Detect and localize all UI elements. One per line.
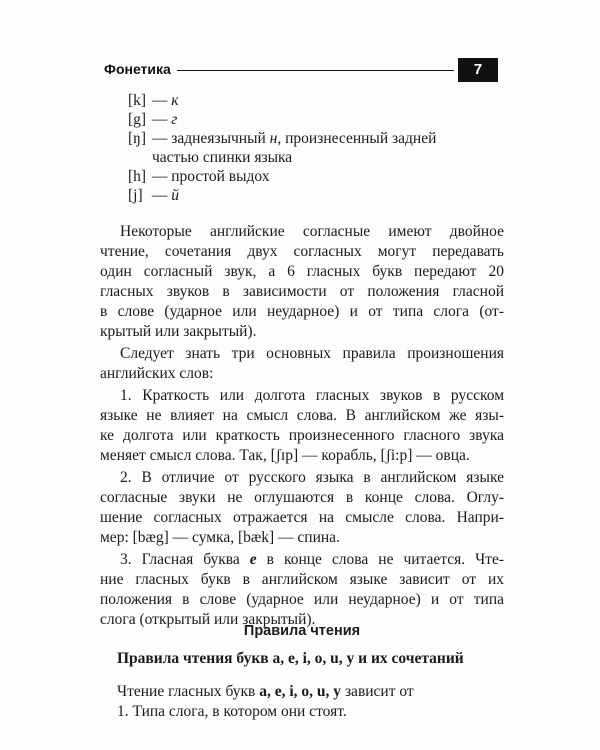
dash: —	[151, 111, 168, 128]
text-line: меняет смысл слова. Так, [ʃɪp] — корабль, [ʃi:p] — овца.	[100, 447, 470, 464]
text-line: положения в слове (ударное или неударное) и от типа	[100, 591, 504, 608]
header-rule	[177, 70, 454, 71]
phonetic-item-ng-cont	[152, 148, 292, 167]
phonetic-item-h	[128, 167, 270, 186]
phonetic-item-g	[128, 110, 177, 129]
subsection-title: Правила чтения букв a, e, i, o, u, y и их сочетаний	[117, 650, 464, 667]
paragraph-rule-1	[100, 386, 504, 466]
text-line: языке не влияет на смысл слова. В английском же язы-	[100, 407, 504, 424]
phonetic-symbol: [h]	[128, 168, 147, 185]
text-line: мер: [bæg] — сумка, [bæk] — спина.	[100, 529, 340, 546]
text-line: ке долгота или краткость произнесенного гласного звука	[100, 427, 504, 444]
text-line: шение согласных отражается на смысле слова. Напри-	[100, 509, 504, 526]
phonetic-item-ng	[128, 129, 436, 148]
dash: —	[151, 130, 168, 147]
page-header	[104, 58, 498, 82]
text-line: в слове (ударное или неударное) и от типа слога (от-	[100, 303, 504, 320]
text-line: 2. В отличие от русского языка в английском языке	[120, 469, 504, 486]
paragraph-2	[100, 344, 504, 384]
phonetic-symbol: [j]	[128, 187, 143, 204]
text-line: Следует знать три основных правила произношения	[120, 345, 504, 362]
section-title: Правила чтения	[243, 623, 361, 639]
chapter-title: Фонетика	[104, 61, 171, 77]
page-number: 7	[458, 58, 498, 82]
paragraph-rule-2	[100, 468, 504, 548]
dash: —	[151, 187, 168, 204]
paragraph-1	[100, 222, 504, 342]
text-fragment: в конце слова не читается. Чте-	[256, 551, 504, 568]
phonetic-symbol: [k]	[128, 92, 147, 109]
text-line: согласные звуки не оглушаются в конце слова. Оглу-	[100, 489, 504, 506]
phonetic-gloss: г	[171, 111, 178, 128]
text-line: чтение, сочетания двух согласных могут передавать	[100, 243, 504, 260]
text-line: один согласный звук, а 6 гласных букв передают 20	[100, 263, 504, 280]
phonetic-item-j	[128, 186, 179, 205]
tail-line-2: 1. Типа слога, в котором они стоят.	[117, 703, 347, 720]
text-fragment: 3. Гласная буква	[120, 551, 250, 568]
text-line	[100, 550, 504, 570]
text-line: 1. Краткость или долгота гласных звуков в русском	[120, 387, 504, 404]
tail-line-1	[117, 682, 414, 702]
text-line: ние гласных букв в английском языке зависит от их	[100, 571, 504, 588]
dash: —	[151, 168, 168, 185]
phonetic-symbol: [g]	[128, 111, 147, 128]
text-line: крытый или закрытый).	[100, 323, 257, 340]
phonetic-desc: , произнесенный задней	[277, 130, 437, 147]
text-line: английских слов:	[100, 365, 214, 382]
phonetic-item-k	[128, 91, 179, 110]
phonetic-desc: частью спинки языка	[152, 149, 293, 166]
vowel-letters: a, e, i, o, u, y	[259, 683, 342, 700]
text-line: слога (открытый или закрытый).	[100, 611, 316, 628]
phonetic-desc: простой выдох	[171, 168, 270, 185]
text-line: Некоторые английские согласные имеют двойное	[120, 223, 504, 240]
phonetic-symbol: [ŋ]	[128, 130, 146, 147]
dash: —	[151, 92, 168, 109]
phonetic-gloss: к	[171, 92, 179, 109]
phonetic-gloss: н	[269, 130, 278, 147]
text-fragment: Чтение гласных букв	[117, 683, 260, 700]
letter-e: e	[249, 551, 257, 568]
phonetic-desc: заднеязычный	[171, 130, 270, 147]
text-fragment: зависит от	[341, 683, 414, 700]
paragraph-rule-3	[100, 550, 504, 630]
text-line: гласных звуков в зависимости от положения гласной	[100, 283, 504, 300]
phonetic-gloss: й	[171, 187, 179, 204]
